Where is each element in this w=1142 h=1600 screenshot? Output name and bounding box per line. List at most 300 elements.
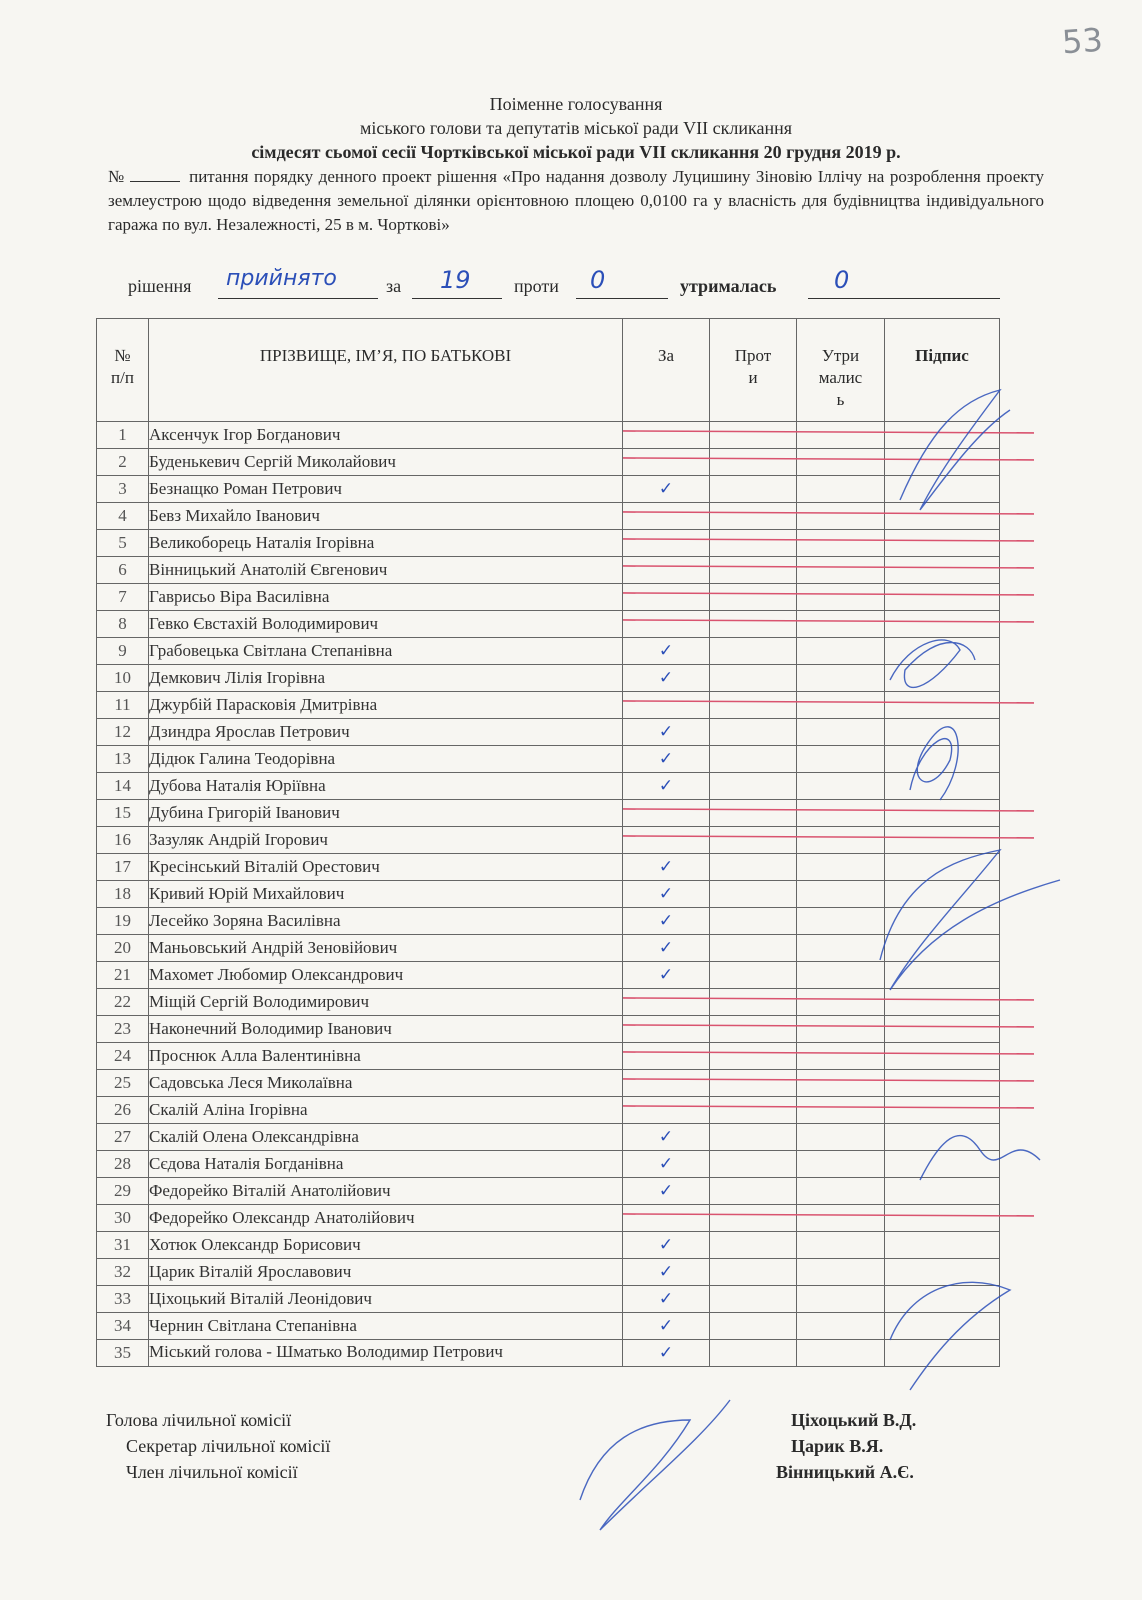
vote-abstain-cell (797, 530, 885, 557)
deputy-name: Джурбій Парасковія Дмитрівна (149, 692, 623, 719)
table-row (97, 1205, 1000, 1232)
vote-abstain-cell (797, 503, 885, 530)
agenda-number-blank (130, 167, 180, 182)
vote-against-cell (710, 692, 797, 719)
vote-abstain-cell (797, 1016, 885, 1043)
vote-against-cell (710, 1232, 797, 1259)
role-member: Член лічильної комісії (126, 1462, 298, 1482)
checkmark-icon: ✓ (658, 965, 674, 984)
vote-against-cell (710, 1097, 797, 1124)
table-row (97, 476, 1000, 503)
table-row (97, 962, 1000, 989)
checkmark-icon: ✓ (658, 1289, 674, 1308)
deputy-name: Кресінський Віталій Орестович (149, 854, 623, 881)
vote-abstain-cell (797, 1070, 885, 1097)
row-number: 28 (97, 1151, 149, 1178)
col-header-name: ПРІЗВИЩЕ, ІМ’Я, ПО БАТЬКОВІ (149, 319, 623, 422)
vote-for-cell (623, 1070, 710, 1097)
vote-abstain-cell (797, 854, 885, 881)
checkmark-icon: ✓ (658, 1127, 674, 1146)
deputy-name: Лесейко Зоряна Василівна (149, 908, 623, 935)
vote-for-cell (623, 503, 710, 530)
vote-against-cell (710, 935, 797, 962)
deputy-name: Наконечний Володимир Іванович (149, 1016, 623, 1043)
deputy-name: Ціхоцький Віталій Леонідович (149, 1286, 623, 1313)
table-row (97, 1097, 1000, 1124)
signature-cell (885, 935, 1000, 962)
signature-cell (885, 665, 1000, 692)
row-number: 10 (97, 665, 149, 692)
vote-against-cell (710, 1205, 797, 1232)
vote-abstain-cell (797, 584, 885, 611)
vote-against-cell (710, 503, 797, 530)
table-row (97, 1151, 1000, 1178)
checkmark-icon: ✓ (658, 1235, 674, 1254)
deputy-name: Міщій Сергій Володимирович (149, 989, 623, 1016)
vote-for-cell (623, 935, 710, 962)
vote-against-cell (710, 476, 797, 503)
row-number: 16 (97, 827, 149, 854)
row-number: 1 (97, 422, 149, 449)
vote-for-cell (623, 449, 710, 476)
row-number: 22 (97, 989, 149, 1016)
deputy-name: Садовська Леся Миколаївна (149, 1070, 623, 1097)
col-header-number: № п/п (97, 319, 149, 422)
signature-cell (885, 1097, 1000, 1124)
row-number: 25 (97, 1070, 149, 1097)
vote-abstain-cell (797, 827, 885, 854)
deputy-name: Хотюк Олександр Борисович (149, 1232, 623, 1259)
vote-abstain-cell (797, 557, 885, 584)
vote-for-cell (623, 665, 710, 692)
doc-subtitle: міського голови та депутатів міської ради VII скликання (359, 118, 793, 138)
signature-cell (885, 1205, 1000, 1232)
table-row (97, 908, 1000, 935)
vote-for-cell (623, 908, 710, 935)
signature-cell (885, 422, 1000, 449)
footer-row-member (106, 1462, 956, 1488)
vote-against-cell (710, 1124, 797, 1151)
signature-cell (885, 1340, 1000, 1367)
vote-against-cell (710, 1151, 797, 1178)
signature-cell (885, 1313, 1000, 1340)
table-row (97, 881, 1000, 908)
agenda-number-label: № (108, 167, 126, 186)
row-number: 27 (97, 1124, 149, 1151)
vote-against-cell (710, 773, 797, 800)
deputy-name: Демкович Лілія Ігорівна (149, 665, 623, 692)
deputy-name: Дубова Наталія Юріївна (149, 773, 623, 800)
row-number: 19 (97, 908, 149, 935)
row-number: 31 (97, 1232, 149, 1259)
row-number: 32 (97, 1259, 149, 1286)
roll-call-table (96, 318, 1000, 1367)
deputy-name: Безнащко Роман Петрович (149, 476, 623, 503)
vote-against-cell (710, 908, 797, 935)
table-row (97, 719, 1000, 746)
table-row (97, 1340, 1000, 1367)
signature-cell (885, 584, 1000, 611)
vote-against-cell (710, 1043, 797, 1070)
vote-for-cell (623, 719, 710, 746)
row-number: 14 (97, 773, 149, 800)
checkmark-icon: ✓ (658, 668, 674, 687)
row-number: 18 (97, 881, 149, 908)
vote-abstain-cell (797, 1205, 885, 1232)
checkmark-icon: ✓ (658, 749, 674, 768)
session-line: сімдесят сьомої сесії Чортківської міської ради VII скликання 20 грудня 2019 р. (251, 142, 901, 162)
row-number: 34 (97, 1313, 149, 1340)
row-number: 20 (97, 935, 149, 962)
row-number: 7 (97, 584, 149, 611)
vote-for-cell (623, 1313, 710, 1340)
vote-abstain-cell (797, 1259, 885, 1286)
vote-against-cell (710, 800, 797, 827)
vote-for-cell (623, 1097, 710, 1124)
vote-against-cell (710, 530, 797, 557)
deputy-name: Чернин Світлана Степанівна (149, 1313, 623, 1340)
table-row (97, 989, 1000, 1016)
signature-cell (885, 962, 1000, 989)
signature-cell (885, 989, 1000, 1016)
deputy-name: Гаврисьо Віра Василівна (149, 584, 623, 611)
decision-underline (218, 298, 378, 299)
vote-for-cell (623, 1205, 710, 1232)
vote-abstain-cell (797, 908, 885, 935)
deputy-name: Скалій Олена Олександрівна (149, 1124, 623, 1151)
vote-abstain-cell (797, 1286, 885, 1313)
deputy-name: Великоборець Наталія Ігорівна (149, 530, 623, 557)
vote-abstain-cell (797, 1124, 885, 1151)
col-header-for: За (623, 319, 710, 422)
vote-for-cell (623, 1016, 710, 1043)
vote-against-cell (710, 881, 797, 908)
deputy-name: Гевко Євстахій Володимирович (149, 611, 623, 638)
row-number: 15 (97, 800, 149, 827)
vote-against-cell (710, 665, 797, 692)
page-number: 53 (1060, 20, 1104, 62)
table-row (97, 692, 1000, 719)
row-number: 24 (97, 1043, 149, 1070)
vote-abstain-cell (797, 449, 885, 476)
deputy-name: Маньовський Андрій Зеновійович (149, 935, 623, 962)
decision-value: прийнято (226, 266, 337, 291)
vote-against-cell (710, 611, 797, 638)
checkmark-icon: ✓ (658, 722, 674, 741)
table-row (97, 1016, 1000, 1043)
checkmark-icon: ✓ (658, 884, 674, 903)
vote-for-cell (623, 1151, 710, 1178)
row-number: 11 (97, 692, 149, 719)
row-number: 33 (97, 1286, 149, 1313)
vote-abstain-cell (797, 989, 885, 1016)
vote-for-cell (623, 1178, 710, 1205)
vote-abstain-cell (797, 692, 885, 719)
vote-against-cell (710, 1340, 797, 1367)
table-row (97, 422, 1000, 449)
signature-cell (885, 611, 1000, 638)
vote-for-cell (623, 422, 710, 449)
signature-cell (885, 1070, 1000, 1097)
deputy-name: Кривий Юрій Михайлович (149, 881, 623, 908)
col-header-abstain: Утри малис ь (797, 319, 885, 422)
signature-cell (885, 1151, 1000, 1178)
deputy-name: Сєдова Наталія Богданівна (149, 1151, 623, 1178)
signature-cell (885, 530, 1000, 557)
role-secretary: Секретар лічильної комісії (126, 1436, 331, 1456)
vote-against-cell (710, 1313, 797, 1340)
vote-for-cell (623, 1043, 710, 1070)
vote-abstain-cell (797, 422, 885, 449)
decision-label: рішення (128, 276, 192, 296)
table-row (97, 1043, 1000, 1070)
abstain-label: утрималась (680, 276, 777, 296)
vote-against-cell (710, 719, 797, 746)
vote-for-cell (623, 1340, 710, 1367)
vote-for-cell (623, 1286, 710, 1313)
checkmark-icon: ✓ (658, 641, 674, 660)
deputy-name: Царик Віталій Ярославович (149, 1259, 623, 1286)
row-number: 23 (97, 1016, 149, 1043)
checkmark-icon: ✓ (658, 1343, 674, 1362)
table-row (97, 1286, 1000, 1313)
table-row (97, 773, 1000, 800)
row-number: 3 (97, 476, 149, 503)
deputy-name: Махомет Любомир Олександрович (149, 962, 623, 989)
decision-summary (128, 266, 1028, 302)
table-row (97, 800, 1000, 827)
checkmark-icon: ✓ (658, 1181, 674, 1200)
signature-cell (885, 1286, 1000, 1313)
against-value: 0 (590, 266, 606, 294)
deputy-name: Аксенчук Ігор Богданович (149, 422, 623, 449)
table-row (97, 665, 1000, 692)
vote-against-cell (710, 1259, 797, 1286)
vote-for-cell (623, 557, 710, 584)
vote-against-cell (710, 1016, 797, 1043)
vote-abstain-cell (797, 1178, 885, 1205)
vote-abstain-cell (797, 962, 885, 989)
row-number: 8 (97, 611, 149, 638)
role-chair: Голова лічильної комісії (106, 1410, 292, 1430)
vote-abstain-cell (797, 476, 885, 503)
vote-against-cell (710, 989, 797, 1016)
abstain-value: 0 (834, 266, 850, 294)
vote-abstain-cell (797, 1232, 885, 1259)
vote-for-cell (623, 584, 710, 611)
deputy-name: Зазуляк Андрій Ігорович (149, 827, 623, 854)
vote-abstain-cell (797, 638, 885, 665)
deputy-name: Федорейко Віталій Анатолійович (149, 1178, 623, 1205)
vote-against-cell (710, 584, 797, 611)
signature-cell (885, 476, 1000, 503)
signature-cell (885, 1178, 1000, 1205)
table-header-row (97, 319, 1000, 422)
table-row (97, 1259, 1000, 1286)
row-number: 5 (97, 530, 149, 557)
checkmark-icon: ✓ (658, 911, 674, 930)
vote-for-cell (623, 476, 710, 503)
vote-against-cell (710, 638, 797, 665)
table-body (97, 422, 1000, 1367)
vote-for-cell (623, 827, 710, 854)
agenda-item (108, 165, 1044, 237)
for-value: 19 (440, 266, 471, 294)
against-underline (576, 298, 668, 299)
deputy-name: Дідюк Галина Теодорівна (149, 746, 623, 773)
table-row (97, 1070, 1000, 1097)
signature-cell (885, 719, 1000, 746)
signature-cell (885, 449, 1000, 476)
vote-for-cell (623, 800, 710, 827)
row-number: 6 (97, 557, 149, 584)
footer-row-chair (106, 1410, 956, 1436)
table-row (97, 1124, 1000, 1151)
checkmark-icon: ✓ (658, 938, 674, 957)
signature-cell (885, 557, 1000, 584)
signature-cell (885, 773, 1000, 800)
row-number: 2 (97, 449, 149, 476)
vote-for-cell (623, 692, 710, 719)
signature-cell (885, 800, 1000, 827)
signature-cell (885, 638, 1000, 665)
deputy-name: Міський голова - Шматько Володимир Петрович (149, 1340, 623, 1367)
table-row (97, 530, 1000, 557)
vote-for-cell (623, 746, 710, 773)
checkmark-icon: ✓ (658, 1262, 674, 1281)
table-row (97, 746, 1000, 773)
signature-cell (885, 1124, 1000, 1151)
footer-row-secretary (106, 1436, 956, 1462)
vote-against-cell (710, 1178, 797, 1205)
vote-abstain-cell (797, 1340, 885, 1367)
signature-cell (885, 1016, 1000, 1043)
checkmark-icon: ✓ (658, 1154, 674, 1173)
vote-for-cell (623, 962, 710, 989)
signature-cell (885, 1259, 1000, 1286)
vote-abstain-cell (797, 665, 885, 692)
table-row (97, 611, 1000, 638)
row-number: 9 (97, 638, 149, 665)
vote-abstain-cell (797, 719, 885, 746)
vote-for-cell (623, 530, 710, 557)
checkmark-icon: ✓ (658, 479, 674, 498)
row-number: 13 (97, 746, 149, 773)
vote-abstain-cell (797, 881, 885, 908)
signature-cell (885, 854, 1000, 881)
document-header (108, 92, 1044, 237)
row-number: 26 (97, 1097, 149, 1124)
table-row (97, 1232, 1000, 1259)
signature-cell (885, 692, 1000, 719)
vote-against-cell (710, 1070, 797, 1097)
table-row (97, 935, 1000, 962)
person-member: Вінницький А.Є. (776, 1462, 914, 1482)
vote-abstain-cell (797, 935, 885, 962)
signature-cell (885, 1043, 1000, 1070)
for-label: за (386, 276, 402, 296)
signature-cell (885, 908, 1000, 935)
vote-against-cell (710, 449, 797, 476)
signature-cell (885, 827, 1000, 854)
deputy-name: Вінницький Анатолій Євгенович (149, 557, 623, 584)
against-label: проти (514, 276, 559, 296)
vote-abstain-cell (797, 1313, 885, 1340)
vote-against-cell (710, 557, 797, 584)
abstain-underline (808, 298, 1000, 299)
person-chair: Ціхоцький В.Д. (791, 1410, 917, 1430)
row-number: 17 (97, 854, 149, 881)
deputy-name: Дубина Григорій Іванович (149, 800, 623, 827)
row-number: 35 (97, 1340, 149, 1367)
vote-for-cell (623, 1124, 710, 1151)
vote-for-cell (623, 881, 710, 908)
vote-against-cell (710, 746, 797, 773)
for-underline (412, 298, 502, 299)
agenda-text: питання порядку денного проект рішення «Про надання дозволу Луцишину Зіновію Іллічу на розроблення проекту землеустрою щодо відведення земельної ділянки орієнтовною площею 0,0100 га у власність для будівництва індивідуального гаража по вул. Незалежності, 25 в м. Чорткові» (108, 167, 1045, 234)
signature-cell (885, 881, 1000, 908)
table-row (97, 449, 1000, 476)
vote-for-cell (623, 1259, 710, 1286)
table-row (97, 557, 1000, 584)
vote-abstain-cell (797, 1151, 885, 1178)
row-number: 21 (97, 962, 149, 989)
checkmark-icon: ✓ (658, 776, 674, 795)
deputy-name: Дзиндра Ярослав Петрович (149, 719, 623, 746)
signature-cell (885, 746, 1000, 773)
checkmark-icon: ✓ (658, 1316, 674, 1335)
vote-against-cell (710, 827, 797, 854)
vote-against-cell (710, 962, 797, 989)
table-row (97, 503, 1000, 530)
vote-against-cell (710, 422, 797, 449)
vote-abstain-cell (797, 746, 885, 773)
signature-cell (885, 1232, 1000, 1259)
vote-for-cell (623, 773, 710, 800)
table-row (97, 584, 1000, 611)
vote-abstain-cell (797, 1043, 885, 1070)
deputy-name: Бевз Михайло Іванович (149, 503, 623, 530)
table-row (97, 827, 1000, 854)
row-number: 30 (97, 1205, 149, 1232)
vote-for-cell (623, 611, 710, 638)
signature-cell (885, 503, 1000, 530)
vote-against-cell (710, 1286, 797, 1313)
person-secretary: Царик В.Я. (791, 1436, 884, 1456)
vote-for-cell (623, 1232, 710, 1259)
deputy-name: Буденькевич Сергій Миколайович (149, 449, 623, 476)
checkmark-icon: ✓ (658, 857, 674, 876)
col-header-signature: Підпис (885, 319, 1000, 422)
deputy-name: Проснюк Алла Валентинівна (149, 1043, 623, 1070)
table-row (97, 638, 1000, 665)
vote-abstain-cell (797, 800, 885, 827)
table-row (97, 1178, 1000, 1205)
vote-abstain-cell (797, 773, 885, 800)
vote-abstain-cell (797, 611, 885, 638)
vote-for-cell (623, 638, 710, 665)
row-number: 12 (97, 719, 149, 746)
commission-footer (106, 1410, 956, 1488)
row-number: 29 (97, 1178, 149, 1205)
deputy-name: Скалій Аліна Ігорівна (149, 1097, 623, 1124)
table-row (97, 854, 1000, 881)
doc-title: Поіменне голосування (489, 94, 663, 114)
row-number: 4 (97, 503, 149, 530)
vote-abstain-cell (797, 1097, 885, 1124)
vote-against-cell (710, 854, 797, 881)
vote-for-cell (623, 854, 710, 881)
